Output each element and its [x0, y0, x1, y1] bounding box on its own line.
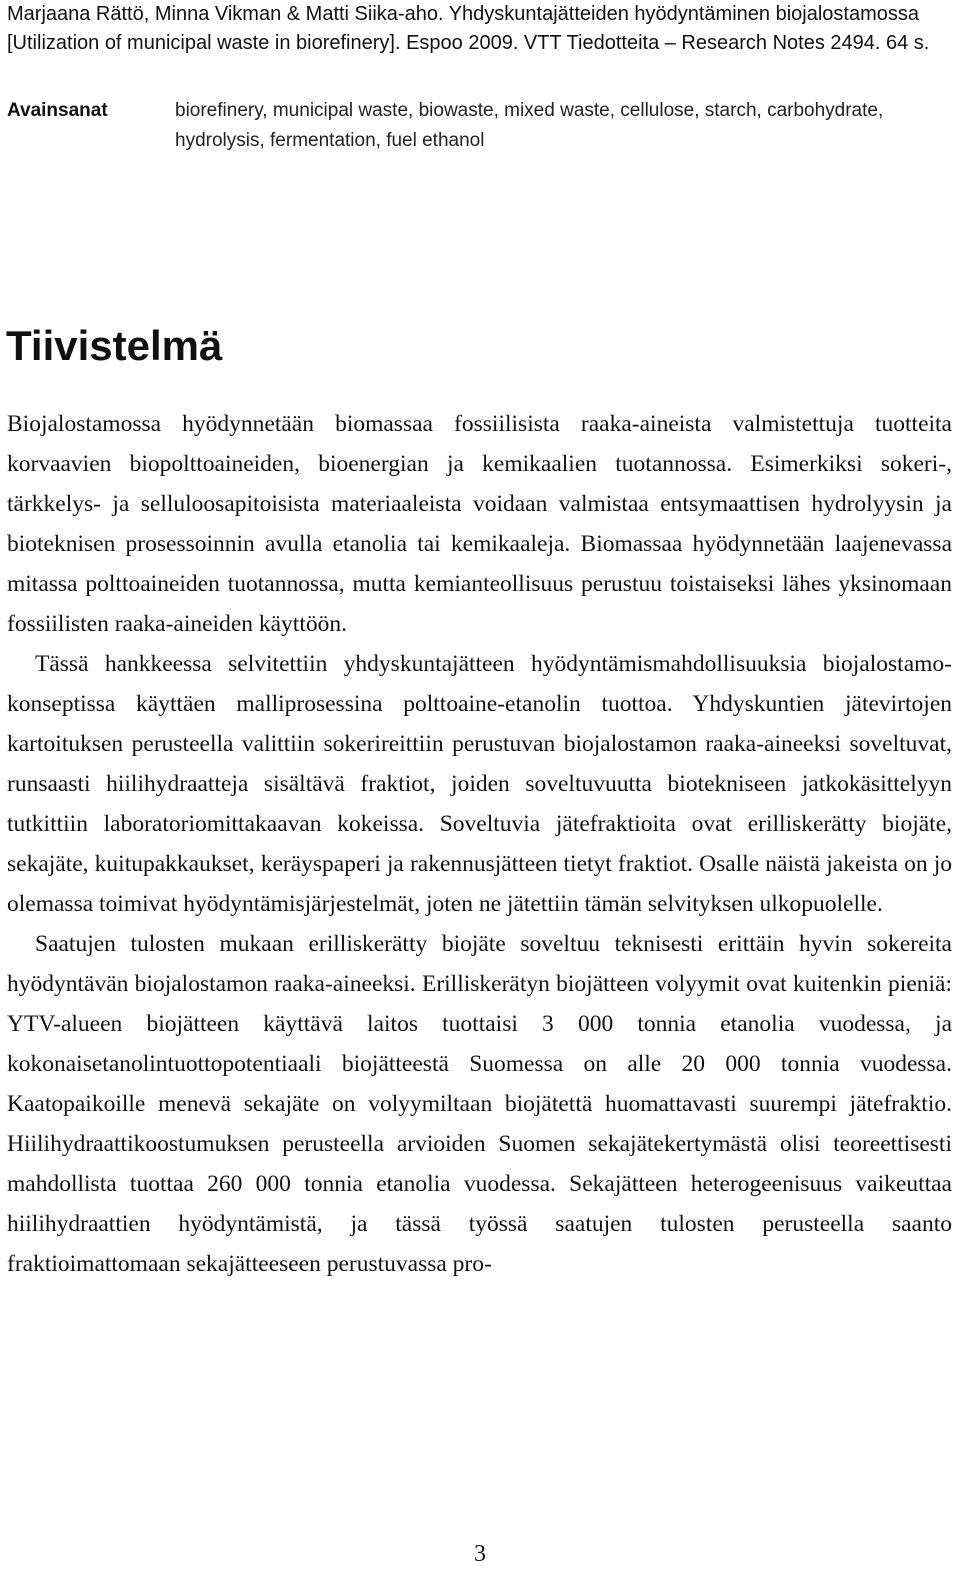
abstract-body — [7, 404, 952, 1284]
abstract-heading: Tiivistelmä — [6, 322, 223, 369]
keywords-label: Avainsanat — [7, 100, 108, 121]
abstract-paragraph-2: Tässä hankkeessa selvitettiin yhdyskuntajätteen hyödyntämismahdollisuuksia biojalostamo-konseptissa käyttäen malliprosessina polttoaine-etanolin tuottoa. Yhdyskuntien jätevirtojen kartoituksen perusteella valittiin sokerireittiin perustuvan biojalostamon raaka-aineeksi soveltuvat, runsaasti hiilihydraatteja sisältävä fraktiot, joiden soveltuvuutta biotekniseen jatkokäsittelyyn tutkittiin laboratoriomittakaavan kokeissa. Soveltuvia jätefraktioita ovat erilliskerätty biojäte, sekajäte, kuitupakkaukset, keräyspaperi ja rakennusjätteen tietyt fraktiot. Osalle näistä jakeista on jo olemassa toimivat hyödyntämisjärjestelmät, joten ne jätettiin tämän selvityksen ulkopuolelle. — [7, 651, 952, 917]
page-number: 3 — [474, 1541, 486, 1567]
keywords-text: biorefinery, municipal waste, biowaste, mixed waste, cellulose, starch, carbohydrate, hydrolysis, fermentation, fuel ethanol — [175, 100, 884, 151]
abstract-paragraph-3: Saatujen tulosten mukaan erilliskerätty biojäte soveltuu teknisesti erittäin hyvin sokereita hyödyntävän biojalostamon raaka-aineeksi. Erilliskerätyn biojätteen volyymit ovat kuitenkin pieniä: YTV-alueen biojätteen käyttävä laitos tuottaisi 3 000 tonnia etanolia vuodessa, ja kokonaisetanolintuottopotentiaali biojätteestä Suomessa on alle 20 000 tonnia vuodessa. Kaatopaikoille menevä sekajäte on volyymiltaan biojätettä huomattavasti suurempi jätefraktio. Hiilihydraattikoostumuksen perusteella arvioiden Suomen sekajätekertymästä olisi teoreettisesti mahdollista tuottaa 260 000 tonnia etanolia vuodessa. Sekajätteen heterogeenisuus vaikeuttaa hiilihydraattien hyödyntämistä, ja tässä työssä saatujen tulosten perusteella saanto fraktioimattomaan sekajätteeseen perustuvassa pro- — [7, 931, 952, 1277]
bibliographic-citation: Marjaana Rättö, Minna Vikman & Matti Siika-aho. Yhdyskuntajätteiden hyödyntäminen biojalostamossa [Utilization of municipal waste in biorefinery]. Espoo 2009. VTT Tiedotteita – Research Notes 2494. 64 s. — [7, 3, 930, 54]
abstract-paragraph-1: Biojalostamossa hyödynnetään biomassaa fossiilisista raaka-aineista valmistettuja tuotteita korvaavien biopolttoaineiden, bioenergian ja kemikaalien tuotannossa. Esimerkiksi sokeri-, tärkkelys- ja selluloosapitoisista materiaaleista voidaan valmistaa entsymaattisen hydrolyysin ja bioteknisen prosessoinnin avulla etanolia tai kemikaaleja. Biomassaa hyödynnetään laajenevassa mitassa polttoaineiden tuotannossa, mutta kemianteollisuus perustuu toistaiseksi lähes yksinomaan fossiilisten raaka-aineiden käyttöön. — [7, 411, 952, 637]
